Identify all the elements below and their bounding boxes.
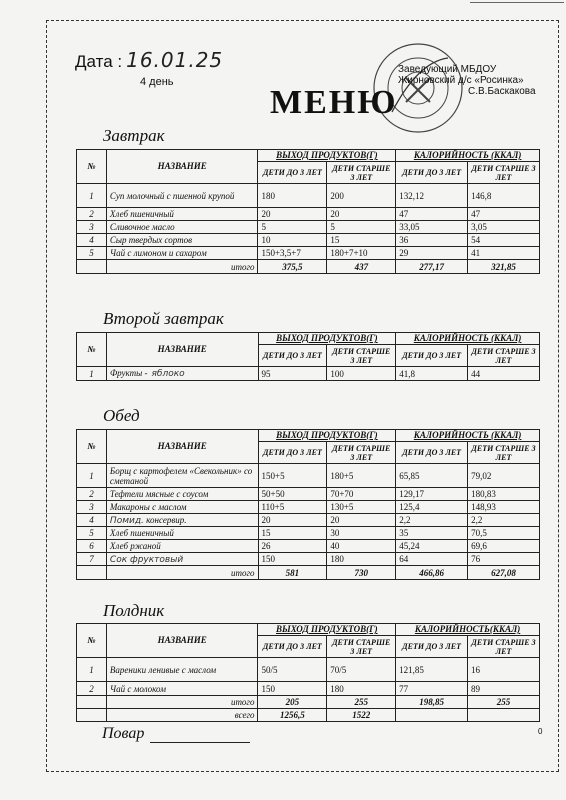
table-row [77, 234, 540, 247]
row-number: 2 [77, 208, 107, 221]
table-row [77, 514, 540, 527]
dish-name-text: Фрукты - [109, 368, 148, 378]
output-under3: 50+50 [258, 488, 327, 501]
total-c2: 321,85 [468, 260, 540, 274]
col-output-under3: ДЕТИ ДО 3 ЛЕТ [258, 162, 327, 184]
col-num: № [77, 430, 107, 464]
dish-name [106, 540, 258, 553]
table-row [77, 221, 540, 234]
col-num: № [77, 333, 107, 367]
calorie-over3: 89 [468, 682, 540, 696]
output-under3: 150+5 [258, 464, 327, 488]
dish-name-text: Сыр твердых сортов [109, 235, 193, 245]
output-over3: 130+5 [327, 501, 396, 514]
col-name: НАЗВАНИЕ [106, 624, 258, 658]
output-under3: 150+3,5+7 [258, 247, 327, 260]
col-calorie-under3: ДЕТИ ДО 3 ЛЕТ [396, 636, 468, 658]
dish-name-text: Хлеб ржаной [109, 541, 161, 551]
col-name: НАЗВАНИЕ [106, 150, 258, 184]
output-over3: 70+70 [327, 488, 396, 501]
output-under3: 150 [258, 553, 327, 566]
approval-block [398, 64, 536, 97]
calorie-under3: 125,4 [396, 501, 468, 514]
dish-name [106, 464, 258, 488]
col-output-under3: ДЕТИ ДО 3 ЛЕТ [258, 442, 327, 464]
col-output: ВЫХОД ПРОДУКТОВ(Г) [258, 333, 396, 345]
output-under3: 20 [258, 514, 327, 527]
output-over3: 180+7+10 [327, 247, 396, 260]
dish-name-text: Сливочное масло [109, 222, 175, 232]
dish-name [106, 553, 258, 566]
snack-table [76, 623, 540, 722]
row-number: 4 [77, 514, 107, 527]
output-under3: 10 [258, 234, 327, 247]
dish-name [106, 527, 258, 540]
table-row [77, 658, 540, 682]
approval-line-2: Жирновский д/с «Росинка» [398, 75, 524, 86]
total-o2: 437 [327, 260, 396, 274]
table-row [77, 247, 540, 260]
output-over3: 100 [327, 367, 396, 381]
table-row [77, 540, 540, 553]
row-number: 3 [77, 221, 107, 234]
calorie-under3: 132,12 [396, 184, 468, 208]
calorie-under3: 47 [396, 208, 468, 221]
col-calorie: КАЛОРИЙНОСТЬ (ККАЛ) [396, 333, 540, 345]
output-over3: 70/5 [327, 658, 396, 682]
calorie-under3: 33,05 [396, 221, 468, 234]
dish-name [106, 208, 258, 221]
page-mark: 0 [538, 727, 543, 736]
output-under3: 5 [258, 221, 327, 234]
dish-name [106, 658, 258, 682]
approval-line-1: Заведующий МБДОУ [398, 64, 497, 75]
col-calorie-over3: ДЕТИ СТАРШЕ 3 ЛЕТ [468, 345, 540, 367]
table-row [77, 464, 540, 488]
dish-name [106, 247, 258, 260]
output-under3: 150 [258, 682, 327, 696]
col-output-over3: ДЕТИ СТАРШЕ 3 ЛЕТ [327, 345, 396, 367]
col-output: ВЫХОД ПРОДУКТОВ(Г) [258, 624, 396, 636]
calorie-over3: 54 [468, 234, 540, 247]
output-over3: 180+5 [327, 464, 396, 488]
calorie-over3: 3,05 [468, 221, 540, 234]
calorie-under3: 36 [396, 234, 468, 247]
grand-total-o1: 1256,5 [258, 709, 327, 722]
dish-name [106, 234, 258, 247]
output-over3: 200 [327, 184, 396, 208]
grand-total-label: всего [106, 709, 258, 722]
output-under3: 15 [258, 527, 327, 540]
calorie-over3: 69,6 [468, 540, 540, 553]
table-row [77, 488, 540, 501]
table-row [77, 367, 540, 381]
calorie-over3: 148,93 [468, 501, 540, 514]
output-over3: 40 [327, 540, 396, 553]
col-output-over3: ДЕТИ СТАРШЕ 3 ЛЕТ [327, 636, 396, 658]
row-number: 5 [77, 247, 107, 260]
calorie-under3: 2,2 [396, 514, 468, 527]
output-over3: 30 [327, 527, 396, 540]
total-o1: 205 [258, 696, 327, 709]
calorie-over3: 47 [468, 208, 540, 221]
top-rule [470, 2, 564, 3]
approval-line-3: С.В.Баскакова [468, 86, 536, 97]
section-title-snack: Полдник [103, 601, 165, 620]
total-c1: 277,17 [396, 260, 468, 274]
section-title-breakfast: Завтрак [103, 126, 165, 145]
calorie-under3: 41,8 [396, 367, 468, 381]
col-calorie-under3: ДЕТИ ДО 3 ЛЕТ [396, 442, 468, 464]
table-row [77, 184, 540, 208]
section-title-second-breakfast: Второй завтрак [103, 309, 224, 328]
calorie-over3: 79,02 [468, 464, 540, 488]
total-c2: 255 [468, 696, 540, 709]
second-breakfast-table [76, 332, 540, 381]
date-label: Дата : [75, 52, 123, 71]
output-under3: 26 [258, 540, 327, 553]
dish-name [106, 501, 258, 514]
dish-name [106, 682, 258, 696]
table-total-row [77, 566, 540, 580]
output-under3: 180 [258, 184, 327, 208]
dish-name-text: консервир. [143, 514, 187, 525]
dish-name-text: Борщ с картофелем «Свекольник» со сметаной [109, 465, 253, 486]
col-calorie-over3: ДЕТИ СТАРШЕ 3 ЛЕТ [468, 442, 540, 464]
total-label: итого [106, 566, 258, 580]
calorie-under3: 35 [396, 527, 468, 540]
table-row [77, 682, 540, 696]
output-over3: 20 [327, 208, 396, 221]
handwritten-dish: Сок фруктовый [109, 554, 184, 565]
day-label: 4 день [140, 76, 174, 88]
col-calorie: КАЛОРИЙНОСТЬ(ККАЛ) [396, 624, 540, 636]
calorie-under3: 129,17 [396, 488, 468, 501]
output-over3: 180 [327, 682, 396, 696]
calorie-under3: 77 [396, 682, 468, 696]
calorie-over3: 70,5 [468, 527, 540, 540]
calorie-under3: 29 [396, 247, 468, 260]
col-calorie-under3: ДЕТИ ДО 3 ЛЕТ [396, 345, 468, 367]
row-number: 5 [77, 527, 107, 540]
calorie-over3: 146,8 [468, 184, 540, 208]
col-calorie-over3: ДЕТИ СТАРШЕ 3 ЛЕТ [468, 162, 540, 184]
col-calorie-under3: ДЕТИ ДО 3 ЛЕТ [396, 162, 468, 184]
table-row [77, 527, 540, 540]
dish-name [106, 221, 258, 234]
col-output-over3: ДЕТИ СТАРШЕ 3 ЛЕТ [327, 162, 396, 184]
output-under3: 20 [258, 208, 327, 221]
table-row [77, 208, 540, 221]
cook-signature [150, 727, 250, 743]
total-o2: 730 [327, 566, 396, 580]
row-number: 1 [77, 464, 107, 488]
grand-total-o2: 1522 [327, 709, 396, 722]
table-total-row [77, 260, 540, 274]
dish-name [106, 184, 258, 208]
row-number: 1 [77, 658, 107, 682]
calorie-under3: 65,85 [396, 464, 468, 488]
total-o1: 375,5 [258, 260, 327, 274]
output-over3: 20 [327, 514, 396, 527]
col-output-under3: ДЕТИ ДО 3 ЛЕТ [258, 636, 327, 658]
handwritten-dish: яблоко [151, 369, 185, 379]
dish-name [106, 514, 258, 527]
dish-name-text: Чай с молоком [109, 683, 166, 694]
col-output-under3: ДЕТИ ДО 3 ЛЕТ [258, 345, 327, 367]
row-number: 2 [77, 488, 107, 501]
output-over3: 15 [327, 234, 396, 247]
date-value: 16.01.25 [126, 48, 224, 72]
col-calorie: КАЛОРИЙНОСТЬ (ККАЛ) [396, 430, 540, 442]
col-name: НАЗВАНИЕ [106, 430, 258, 464]
calorie-over3: 180,83 [468, 488, 540, 501]
calorie-over3: 41 [468, 247, 540, 260]
date-line [75, 48, 223, 72]
dish-name-text: Суп молочный с пшенной крупой [109, 190, 235, 201]
total-label: итого [106, 696, 258, 709]
grand-total-row [77, 709, 540, 722]
output-under3: 50/5 [258, 658, 327, 682]
dish-name-text: Вареники ленивые с маслом [109, 664, 217, 675]
table-total-row [77, 696, 540, 709]
total-c1: 198,85 [396, 696, 468, 709]
calorie-over3: 44 [468, 367, 540, 381]
row-number: 4 [77, 234, 107, 247]
dish-name-text: Макароны с маслом [109, 502, 187, 512]
calorie-over3: 76 [468, 553, 540, 566]
col-output: ВЫХОД ПРОДУКТОВ(Г) [258, 430, 396, 442]
col-num: № [77, 150, 107, 184]
col-output: ВЫХОД ПРОДУКТОВ(Г) [258, 150, 396, 162]
row-number: 7 [77, 553, 107, 566]
row-number: 3 [77, 501, 107, 514]
lunch-table [76, 429, 540, 580]
row-number: 6 [77, 540, 107, 553]
dish-name [106, 367, 258, 381]
cook-signature-line [102, 725, 250, 743]
output-over3: 5 [327, 221, 396, 234]
total-c2: 627,08 [468, 566, 540, 580]
total-o1: 581 [258, 566, 327, 580]
table-row [77, 501, 540, 514]
dish-name-text: Хлеб пшеничный [109, 209, 174, 219]
col-num: № [77, 624, 107, 658]
dish-name-text: Чай с лимоном и сахаром [109, 248, 207, 258]
calorie-under3: 121,85 [396, 658, 468, 682]
row-number: 1 [77, 367, 107, 381]
col-calorie-over3: ДЕТИ СТАРШЕ 3 ЛЕТ [468, 636, 540, 658]
output-under3: 95 [258, 367, 327, 381]
total-o2: 255 [327, 696, 396, 709]
output-under3: 110+5 [258, 501, 327, 514]
page-title: МЕНЮ [270, 84, 398, 121]
dish-name-text: Тефтели мясные с соусом [109, 489, 209, 499]
col-calorie: КАЛОРИЙНОСТЬ (ККАЛ) [396, 150, 540, 162]
table-row [77, 553, 540, 566]
section-title-lunch: Обед [103, 406, 140, 425]
calorie-over3: 16 [468, 658, 540, 682]
calorie-under3: 64 [396, 553, 468, 566]
col-name: НАЗВАНИЕ [106, 333, 258, 367]
total-c1: 466,86 [396, 566, 468, 580]
row-number: 1 [77, 184, 107, 208]
cook-label: Повар [102, 725, 145, 742]
handwritten-dish: Помид. [109, 515, 144, 526]
breakfast-table [76, 149, 540, 274]
calorie-under3: 45,24 [396, 540, 468, 553]
output-over3: 180 [327, 553, 396, 566]
calorie-over3: 2,2 [468, 514, 540, 527]
row-number: 2 [77, 682, 107, 696]
total-label: итого [106, 260, 258, 274]
dish-name-text: Хлеб пшеничный [109, 528, 174, 538]
dish-name [106, 488, 258, 501]
col-output-over3: ДЕТИ СТАРШЕ 3 ЛЕТ [327, 442, 396, 464]
